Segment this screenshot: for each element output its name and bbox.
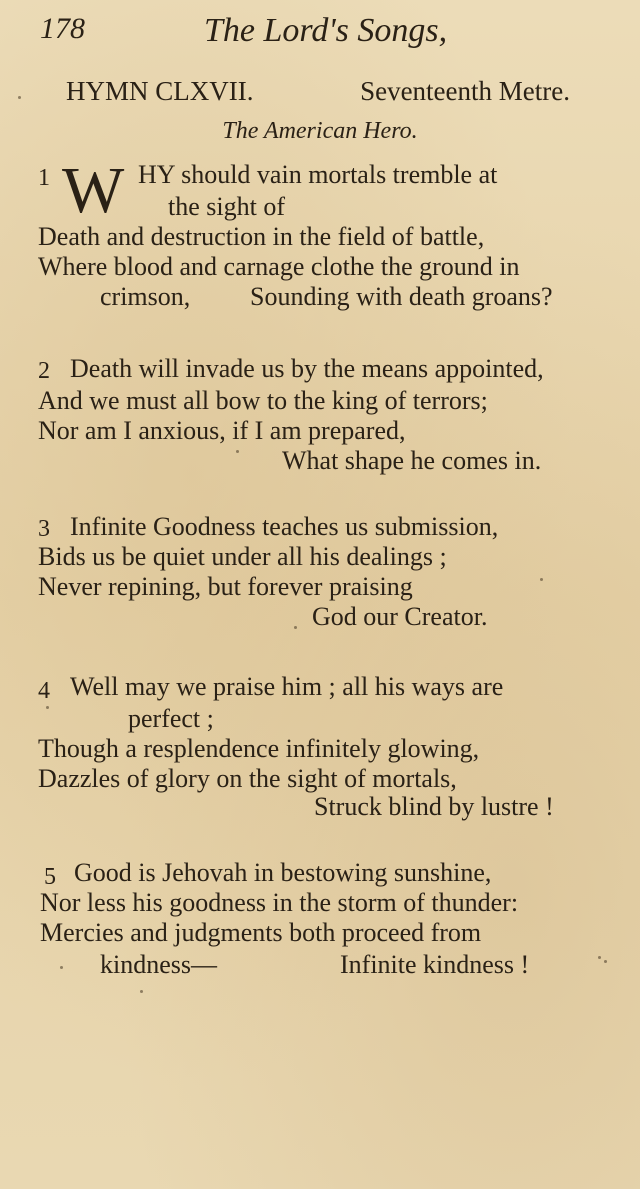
verse-number: 1 bbox=[38, 165, 50, 191]
verse-line: Good is Jehovah in bestowing sunshine, bbox=[74, 858, 492, 887]
verse-line: Infinite kindness ! bbox=[340, 950, 530, 979]
paper-speck bbox=[540, 578, 543, 581]
verse-line: And we must all bow to the king of terrors; bbox=[38, 386, 488, 415]
verse-line: Mercies and judgments both proceed from bbox=[40, 918, 482, 947]
hymn-subtitle: The American Hero. bbox=[222, 118, 418, 144]
verse-line: crimson, bbox=[100, 282, 191, 311]
verse-line: Where blood and carnage clothe the ground in bbox=[38, 252, 520, 281]
page-number: 178 bbox=[40, 12, 85, 45]
verse-line: Death will invade us by the means appointed, bbox=[70, 354, 544, 383]
verse-line: the sight of bbox=[168, 192, 285, 221]
verse-line: Struck blind by lustre ! bbox=[314, 792, 554, 821]
verse-line: Never repining, but forever praising bbox=[38, 572, 413, 601]
running-head bbox=[40, 8, 600, 52]
drop-cap: W bbox=[62, 154, 125, 227]
verse-line: Infinite Goodness teaches us submission, bbox=[70, 512, 499, 541]
verse-line: Nor less his goodness in the storm of thunder: bbox=[40, 888, 519, 917]
paper-speck bbox=[294, 626, 297, 629]
paper-speck bbox=[60, 966, 63, 969]
verse-number: 3 bbox=[38, 516, 50, 542]
verse-line: Nor am I anxious, if I am prepared, bbox=[38, 416, 406, 445]
verse-line: Bids us be quiet under all his dealings ; bbox=[38, 542, 447, 571]
running-title: The Lord's Songs, bbox=[204, 12, 448, 49]
verse-line: kindness— bbox=[100, 950, 217, 979]
paper-speck bbox=[598, 956, 601, 959]
verse-line: Though a resplendence infinitely glowing, bbox=[38, 734, 480, 763]
verse-number: 4 bbox=[38, 678, 50, 704]
hymn-number: HYMN CLXVII. bbox=[66, 76, 254, 106]
paper-speck bbox=[46, 706, 49, 709]
paper-speck bbox=[18, 96, 21, 99]
verse-line: God our Creator. bbox=[312, 602, 488, 631]
verse-line: perfect ; bbox=[128, 704, 214, 733]
verse-line: Sounding with death groans? bbox=[250, 282, 553, 311]
paper-speck bbox=[236, 450, 239, 453]
verse-line: Dazzles of glory on the sight of mortals, bbox=[38, 764, 457, 793]
paper-speck bbox=[140, 990, 143, 993]
verse-number: 2 bbox=[38, 358, 50, 384]
verse-line: HY should vain mortals tremble at bbox=[138, 160, 498, 189]
verse-number: 5 bbox=[44, 864, 56, 890]
paper-speck bbox=[604, 960, 607, 963]
verse-line: Well may we praise him ; all his ways are bbox=[70, 672, 504, 701]
verse-line: Death and destruction in the field of battle, bbox=[38, 222, 485, 251]
hymn-meter: Seventeenth Metre. bbox=[360, 76, 570, 106]
verse-line: What shape he comes in. bbox=[282, 446, 542, 475]
